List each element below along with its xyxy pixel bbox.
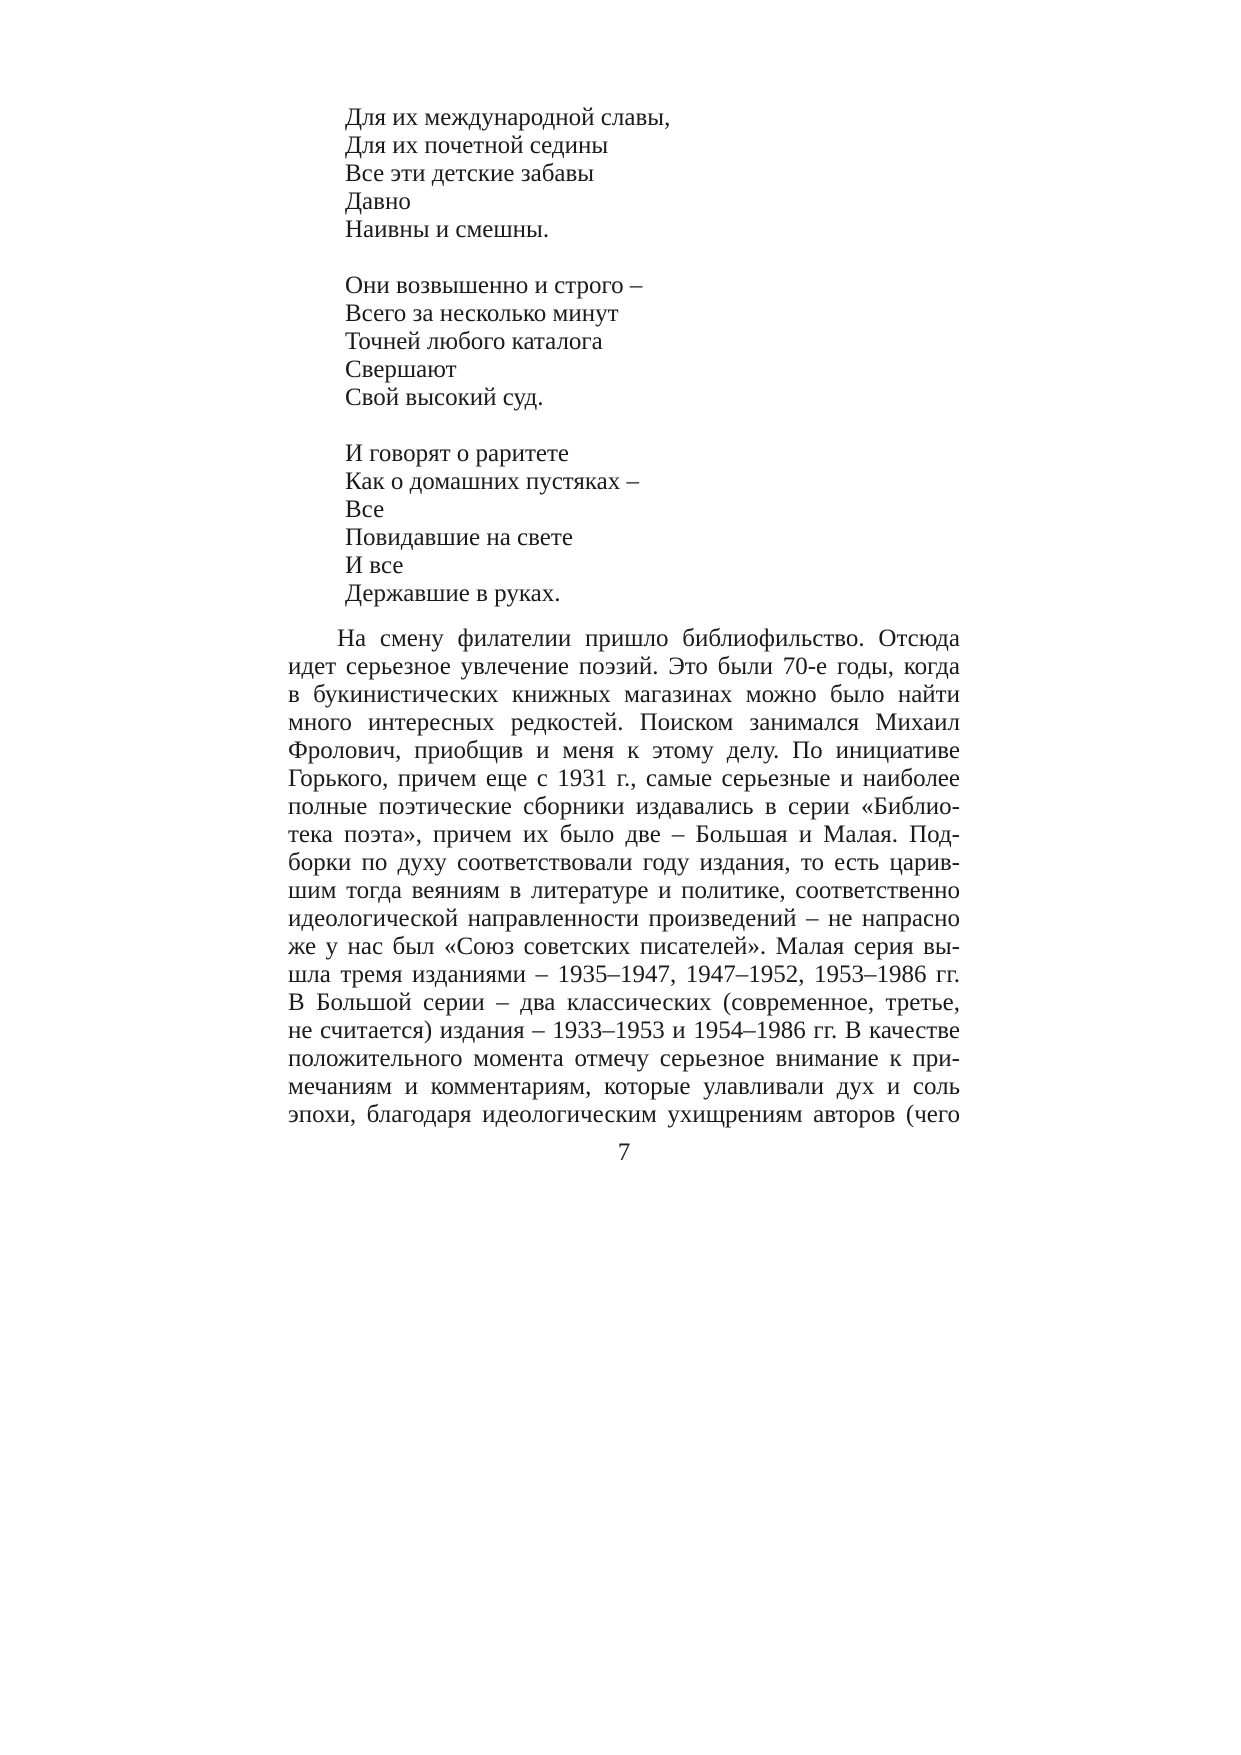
- prose-line: эпохи, благодаря идеологическим ухищрениям авторов (чего: [288, 1101, 960, 1128]
- poem-line: Давно: [345, 188, 411, 215]
- prose-line: тека поэта», причем их было две – Большая и Малая. Под-: [288, 821, 960, 848]
- prose-line: же у нас был «Союз советских писателей». Малая серия вы-: [288, 933, 960, 960]
- prose-line: идеологической направленности произведений – не напрасно: [288, 905, 960, 932]
- poem-line: Они возвышенно и строго –: [345, 272, 643, 299]
- poem-line: Как о домашних пустяках –: [345, 468, 640, 495]
- poem-line: Державшие в руках.: [345, 580, 561, 607]
- prose-line: положительного момента отмечу серьезное внимание к при-: [288, 1045, 960, 1072]
- prose-line: полные поэтические сборники издавались в серии «Библио-: [288, 793, 960, 820]
- prose-line: Горького, причем еще с 1931 г., самые серьезные и наиболее: [288, 765, 960, 792]
- prose-line: мечаниям и комментариям, которые улавливали дух и соль: [288, 1073, 960, 1100]
- page-number: 7: [617, 1139, 631, 1166]
- prose-line: В Большой серии – два классических (современное, третье,: [288, 989, 960, 1016]
- poem-line: Точней любого каталога: [345, 328, 603, 355]
- poem-stanza: [345, 104, 905, 244]
- prose-line: в букинистических книжных магазинах можно было найти: [288, 681, 960, 708]
- prose-line: шим тогда веяниям в литературе и политике, соответственно: [288, 877, 960, 904]
- prose-line: На смену филателии пришло библиофильство. Отсюда: [337, 625, 960, 652]
- poem-stanza: [345, 272, 905, 412]
- prose-line: не считается) издания – 1933–1953 и 1954–1986 гг. В качестве: [288, 1017, 960, 1044]
- prose-paragraph: [288, 625, 960, 1129]
- poem-line: Свой высокий суд.: [345, 384, 544, 411]
- prose-line: борки по духу соответствовали году издания, то есть царив-: [288, 849, 960, 876]
- poem-line: И все: [345, 552, 404, 579]
- poem-line: И говорят о раритете: [345, 440, 570, 467]
- poem-line: Повидавшие на свете: [345, 524, 573, 551]
- poem-line: Для их международной славы,: [345, 104, 671, 131]
- poem-stanza: [345, 440, 905, 608]
- poem-line: Всего за несколько минут: [345, 300, 619, 327]
- poem-line: Для их почетной седины: [345, 132, 609, 159]
- prose-line: идет серьезное увлечение поэзий. Это были 70-е годы, когда: [288, 653, 960, 680]
- poem-line: Наивны и смешны.: [345, 216, 550, 243]
- poem-line: Все: [345, 496, 385, 523]
- prose-line: шла тремя изданиями – 1935–1947, 1947–1952, 1953–1986 гг.: [288, 961, 960, 988]
- prose-line: много интересных редкостей. Поиском занимался Михаил: [288, 709, 960, 736]
- poem-line: Все эти детские забавы: [345, 160, 595, 187]
- poem-block: [345, 104, 905, 636]
- prose-line: Фролович, приобщив и меня к этому делу. По инициативе: [288, 737, 960, 764]
- poem-line: Свершают: [345, 356, 457, 383]
